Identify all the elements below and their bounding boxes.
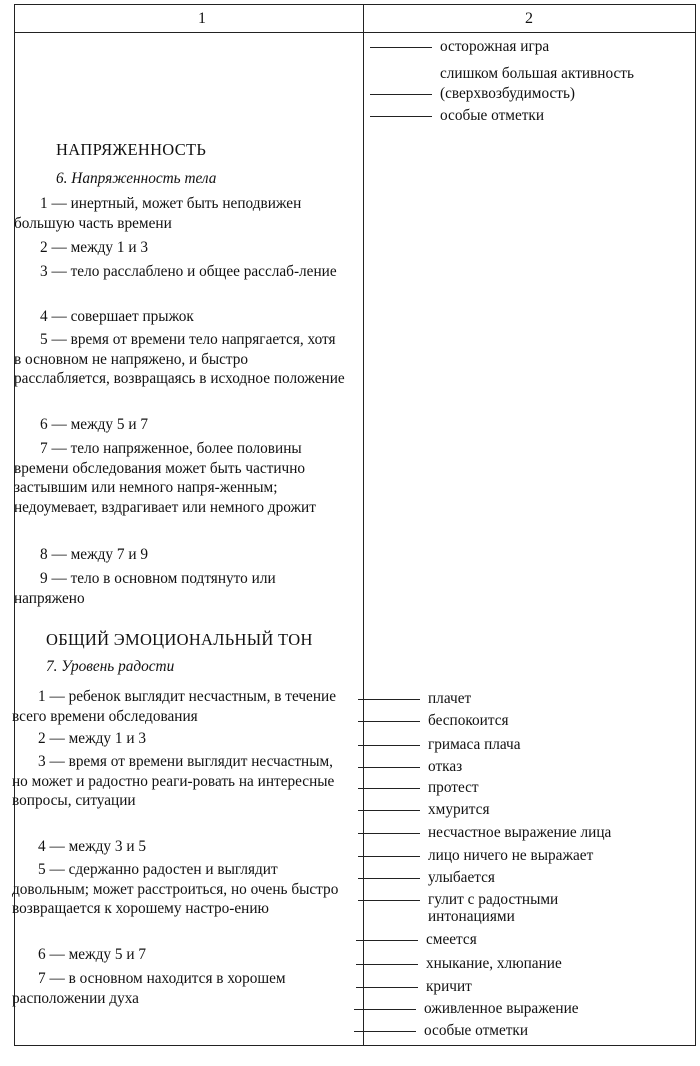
checklist-item: смеется xyxy=(356,930,477,949)
checklist-item: улыбается xyxy=(358,868,495,887)
subsection-title-body-tension: 6. Напряженность тела xyxy=(56,170,217,187)
scale-item: 2 — между 1 и 3 xyxy=(38,730,147,747)
checklist-item: (сверхвозбудимость) xyxy=(370,84,575,103)
checklist-item: особые отметки xyxy=(370,106,544,125)
checklist-item: осторожная игра xyxy=(370,37,549,56)
checklist-item: кричит xyxy=(356,977,472,996)
blank-line[interactable] xyxy=(370,94,432,95)
scale-item: 7 — в основном находится в хорошем расположении духа xyxy=(12,970,286,1007)
scale-item: 5 — время от времени тело напрягается, хотя в основном не напряжено, и быстро расслабляется, возвращаясь в исходное положение xyxy=(14,331,345,387)
checklist-item: особые отметки xyxy=(354,1021,528,1040)
scale-item: 1 — инертный, может быть неподвижен большую часть времени xyxy=(14,195,302,232)
subsection-title-joy-level: 7. Уровень радости xyxy=(46,658,175,675)
column-2-header: 2 xyxy=(525,10,533,27)
blank-line[interactable] xyxy=(358,788,420,789)
checklist-item: оживленное выражение xyxy=(354,999,579,1018)
blank-line[interactable] xyxy=(358,878,420,879)
section-title-emotional-tone: ОБЩИЙ ЭМОЦИОНАЛЬНЫЙ ТОН xyxy=(46,630,313,649)
blank-line[interactable] xyxy=(358,721,420,722)
checklist-item: гримаса плача xyxy=(358,735,521,754)
blank-line[interactable] xyxy=(358,767,420,768)
blank-line[interactable] xyxy=(358,833,420,834)
scale-item: 4 — совершает прыжок xyxy=(40,308,194,325)
column-divider xyxy=(363,5,364,1045)
scale-item: 9 — тело в основном подтянуто или напряжено xyxy=(14,570,276,607)
blank-line[interactable] xyxy=(358,856,420,857)
section-title-tension: НАПРЯЖЕННОСТЬ xyxy=(56,140,207,159)
checklist-item: хныкание, хлюпание xyxy=(356,954,562,973)
checklist-item: отказ xyxy=(358,757,462,776)
scale-item: 5 — сдержанно радостен и выглядит довольным; может расстроиться, но очень быстро возвращается к хорошему настро-ению xyxy=(12,861,339,917)
blank-line[interactable] xyxy=(358,745,420,746)
header-divider xyxy=(15,32,695,33)
checklist-item: гулит с радостными xyxy=(358,890,558,909)
checklist-item: протест xyxy=(358,778,479,797)
checklist-item: плачет xyxy=(358,689,471,708)
scale-item: 1 — ребенок выглядит несчастным, в течение всего времени обследования xyxy=(12,688,337,725)
scale-item: 7 — тело напряженное, более половины времени обследования может быть частично застывшим или немного напря-женным; недоумевает, вздрагивает или немного дрожит xyxy=(14,440,316,516)
checklist-item-text: интонациями xyxy=(428,908,515,925)
scale-item: 4 — между 3 и 5 xyxy=(38,838,147,855)
scale-item: 2 — между 1 и 3 xyxy=(40,239,149,256)
checklist-item: несчастное выражение лица xyxy=(358,823,611,842)
blank-line[interactable] xyxy=(358,699,420,700)
blank-line[interactable] xyxy=(370,116,432,117)
blank-line[interactable] xyxy=(354,1009,416,1010)
checklist-item: лицо ничего не выражает xyxy=(358,846,593,865)
blank-line[interactable] xyxy=(358,900,420,901)
scale-item: 3 — тело расслаблено и общее расслаб-ление xyxy=(40,263,337,280)
checklist-item-text: слишком большая активность xyxy=(440,65,634,82)
scale-item: 6 — между 5 и 7 xyxy=(38,946,147,963)
blank-line[interactable] xyxy=(356,987,418,988)
blank-line[interactable] xyxy=(356,964,418,965)
column-1-header: 1 xyxy=(198,10,206,27)
scale-item: 6 — между 5 и 7 xyxy=(40,416,149,433)
blank-line[interactable] xyxy=(354,1031,416,1032)
blank-line[interactable] xyxy=(358,810,420,811)
scale-item: 3 — время от времени выглядит несчастным, но может и радостно реаги-ровать на интересные вопросы, ситуации xyxy=(12,753,335,809)
blank-line[interactable] xyxy=(370,47,432,48)
scale-item: 8 — между 7 и 9 xyxy=(40,546,149,563)
checklist-item: беспокоится xyxy=(358,711,509,730)
checklist-item: хмурится xyxy=(358,800,490,819)
blank-line[interactable] xyxy=(356,940,418,941)
